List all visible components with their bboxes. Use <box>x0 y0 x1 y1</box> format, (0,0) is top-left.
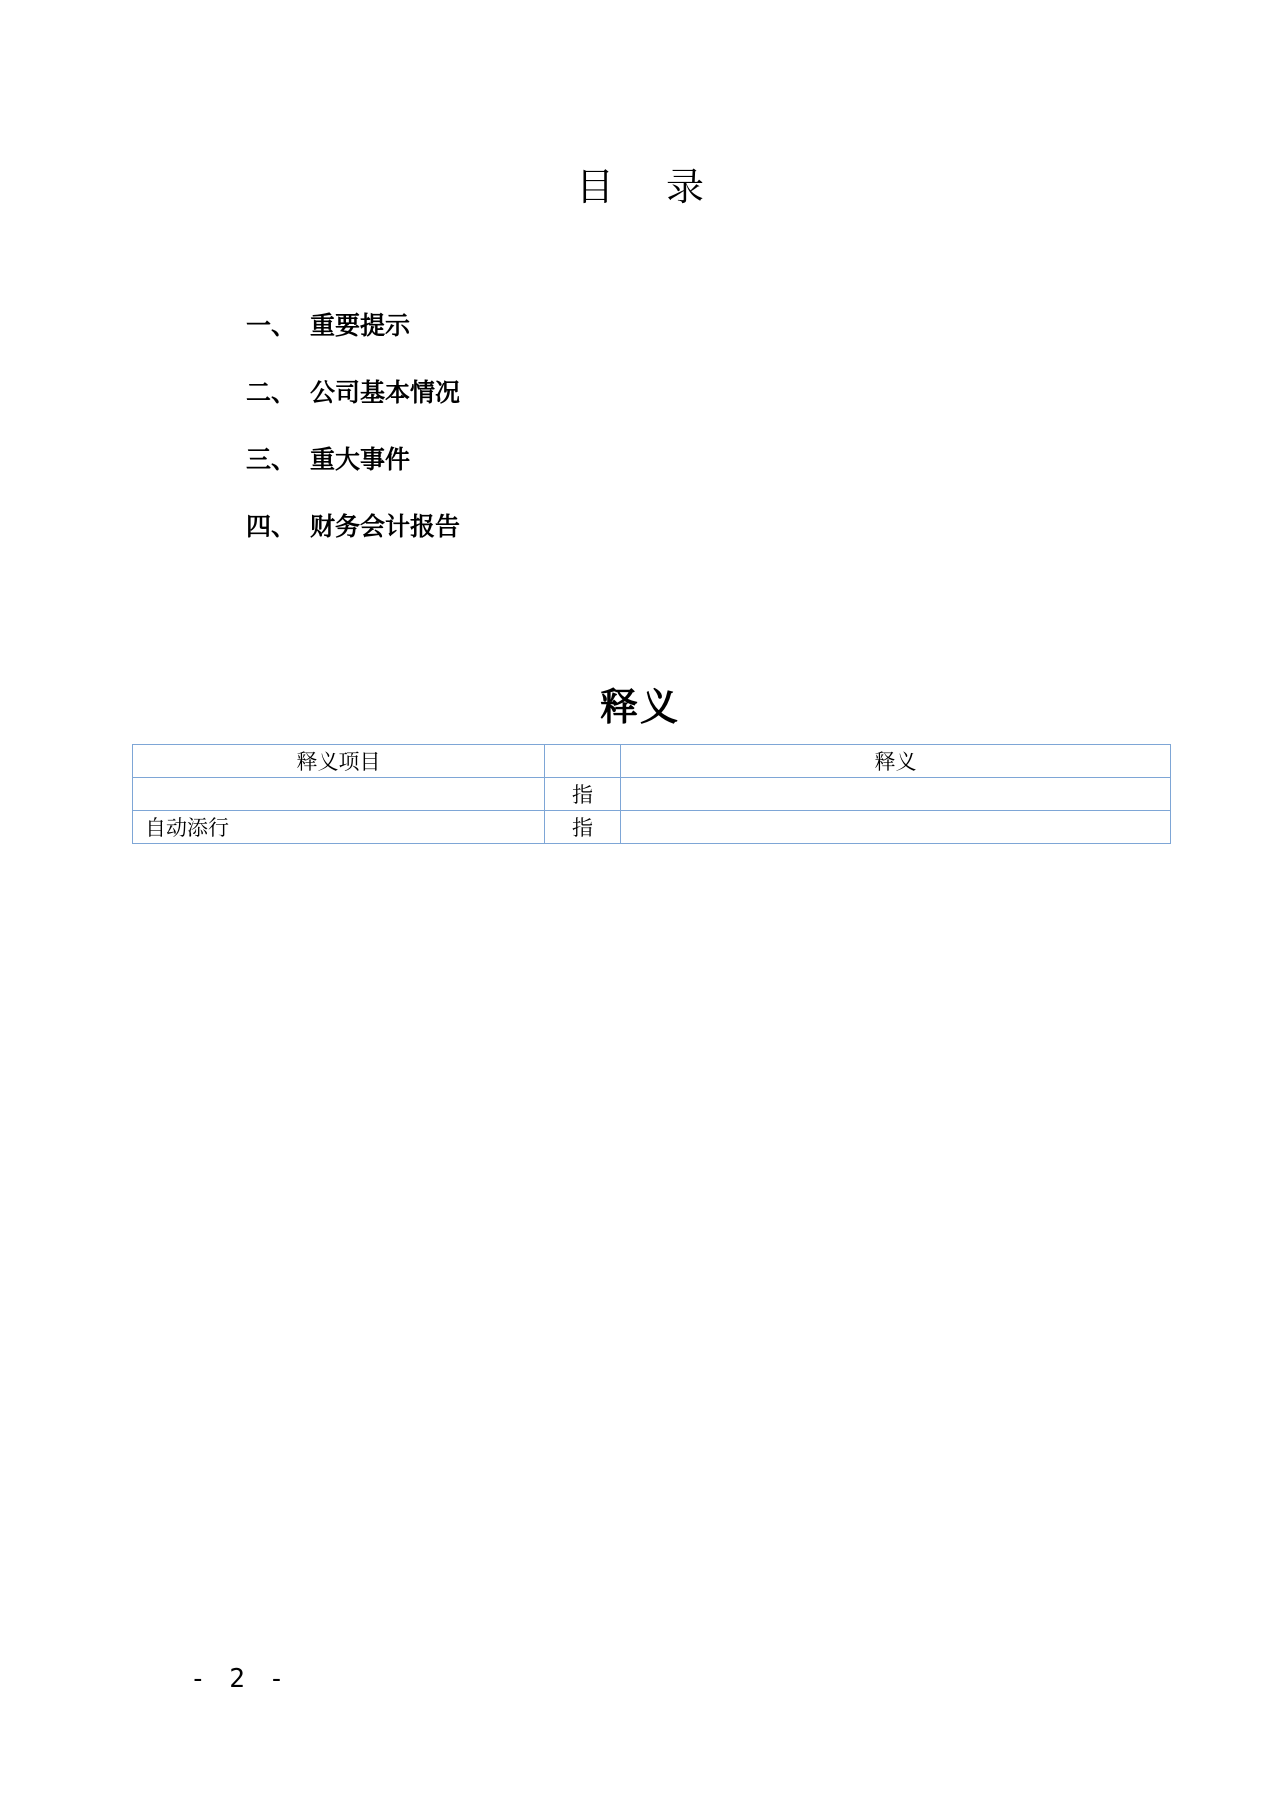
table-row <box>133 811 1171 844</box>
glossary-header-mid <box>545 745 621 778</box>
glossary-table <box>132 744 1171 844</box>
toc-item[interactable] <box>246 491 460 558</box>
toc-item-number: 四、 <box>246 511 297 541</box>
glossary-definition-cell[interactable] <box>621 778 1171 811</box>
toc-item-number: 三、 <box>246 444 297 474</box>
glossary-term-cell[interactable]: 自动添行 <box>133 811 545 844</box>
toc-list <box>246 290 460 558</box>
glossary-header-definition: 释义 <box>621 745 1171 778</box>
glossary-term-cell[interactable] <box>133 778 545 811</box>
glossary-mid-cell: 指 <box>545 811 621 844</box>
toc-item-label: 重要提示 <box>310 310 411 340</box>
toc-item[interactable] <box>246 290 460 357</box>
glossary-title: 释义 <box>599 685 680 729</box>
toc-item-label: 重大事件 <box>310 444 411 474</box>
toc-item[interactable] <box>246 357 460 424</box>
toc-item-label: 公司基本情况 <box>310 377 461 407</box>
toc-item[interactable] <box>246 424 460 491</box>
toc-item-number: 一、 <box>246 310 297 340</box>
glossary-mid-cell: 指 <box>545 778 621 811</box>
toc-item-label: 财务会计报告 <box>310 511 461 541</box>
table-row <box>133 778 1171 811</box>
glossary-definition-cell[interactable] <box>621 811 1171 844</box>
toc-title: 目 录 <box>575 165 725 209</box>
page-number: - 2 - <box>190 1664 289 1694</box>
glossary-header-term: 释义项目 <box>133 745 545 778</box>
glossary-header-row <box>133 745 1171 778</box>
toc-item-number: 二、 <box>246 377 297 407</box>
